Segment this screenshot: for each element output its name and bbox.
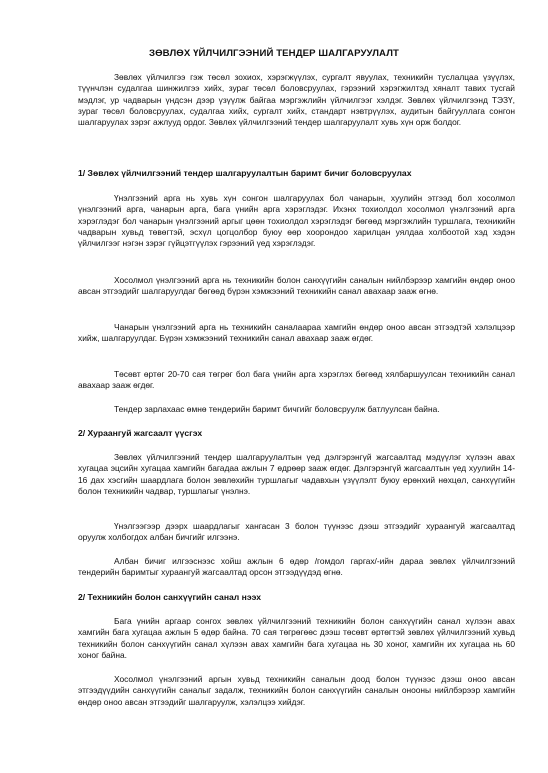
section-1-paragraph-3: Чанарын үнэлгээний арга нь техникийн саналаараа хамгийн өндөр оноо авсан этгээдтэй хэлэлцээр хийж, шалгаруулдаг. Бүрэн хэмжээний техникийн санал авахаар зааж өгдөг. [78, 322, 515, 344]
section-3-paragraph-1: Бага үнийн аргаар сонгох зөвлөх үйлчилгээний техникийн болон санхүүгийн санал хүлээн авах хамгийн бага хугацаа ажлын 5 өдөр байна. 70 сая төгрөгөөс дээш төсөвт өртөгтэй зөвлөх үйлчилгээний хувьд техникийн болон санхүүгийн санал хүлээн авах хамгийн бага хугацаа нь 30 хоног, хамгийн их хугацаа нь 60 хоног байна. [78, 616, 515, 660]
intro-paragraph: Зөвлөх үйлчилгээ гэж төсөл зохиох, хэрэгжүүлэх, сургалт явуулах, техникийн туслалцаа үзүүлэх, түүнчлэн судалгаа шинжилгээ хийх, зураг төсөл боловсруулах, гэрээний хэрэгжилтэд хяналт тавих тусгай мэдлэг, ур чадварын үндсэн дээр үзүүлж байгаа мэргэжлийн үйлчилгээг хэлдэг. Зөвлөх үйлчилгээнд ТЭЗҮ, зураг төсөл боловсруулах, судалгаа хийх, сургалт хийх, стандарт нэвтрүүлэх, аудитын байгууллага сонгон шалгаруулах зэрэг ажлууд ордог. Зөвлөх үйлчилгээний тендер шалгаруулалт хувь хүн орж болдог. [78, 72, 515, 128]
section-2-paragraph-2: Үнэлгээгээр дээрх шаардлагыг хангасан 3 болон түүнээс дээш этгээдийг хураангуй жагсаалтад оруулж холбогдох албан бичгийг илгээнэ. [78, 521, 515, 543]
section-2-heading: 2/ Хураангуй жагсаалт үүсгэх [78, 428, 203, 438]
section-2-paragraph-3: Албан бичиг илгээснээс хойш ажлын 6 өдөр /гомдол гаргах/-ийн дараа зөвлөх үйлчилгээний тендерийн баримтыг хураангуй жагсаалтад орсон этгээдүүдэд өгнө. [78, 556, 515, 578]
document-title: ЗӨВЛӨХ ҮЙЛЧИЛГЭЭНИЙ ТЕНДЕР ШАЛГАРУУЛАЛТ [148, 48, 399, 59]
section-1-paragraph-1: Үнэлгээний арга нь хувь хүн сонгон шалгаруулах бол чанарын, хуулийн этгээд бол хосолмол үнэлгээний арга, чанарын арга, бага үнийн арга хэрэглэдэг. Ихэнх тохиолдол хосолмол үнэлгээний арга хэрэглэдэг бол чанарын үнэлгээний аргыг цөөн тохиолдол хэрэглэдэг бөгөөд мэргэжлийн туршлага, техникийн чадварын хувьд төвөгтэй, эсхүл цогцолбор буюу өөр хоорондоо харилцан уялдаа холбоотой хэд хэдэн үйлчилгээг нэгэн зэрэг гүйцэтгүүлэх гэрээний үед хэрэглэдэг. [78, 193, 515, 249]
section-3-heading: 2/ Техникийн болон санхүүгийн санал нээх [78, 592, 262, 602]
section-1-paragraph-5: Тендер зарлахаас өмнө тендерийн баримт бичгийг боловсруулж батлуулсан байна. [114, 404, 440, 414]
section-1-paragraph-2: Хосолмол үнэлгээний арга нь техникийн болон санхүүгийн саналын нийлбэрээр хамгийн өндөр оноо авсан этгээдийг шалгаруулдаг бөгөөд бүрэн хэмжээний техникийн санал авахаар зааж өгнө. [78, 275, 515, 297]
section-1-paragraph-4: Төсөвт өртөг 20-70 сая төгрөг бол бага үнийн арга хэрэглэх бөгөөд хялбаршуулсан техникийн санал авахаар зааж өгдөг. [78, 369, 515, 391]
section-3-paragraph-2: Хосолмол үнэлгээний аргын хувьд техникийн саналын доод болон түүнээс дээш оноо авсан этгээдүүдийн санхүүгийн саналыг задалж, техникийн болон санхүүгийн саналын онооны нийлбэрээр хамгийн өндөр оноо авсан этгээдийг шалгаруулж, хэлэлцээ хийдэг. [78, 674, 515, 707]
section-2-paragraph-1: Зөвлөх үйлчилгээний тендер шалгаруулалтын үед дэлгэрэнгүй жагсаалтад мэдүүлэг хүлээн авах хугацаа эцсийн хугацаа хамгийн багадаа ажлын 7 өдрөөр зааж өгдөг. Дэлгэрэнгүй жагсаалтын үед хуулийн 14-16 дах хэсгийн шаардлага болон зөвлөхийн туршлагыг чадавхын үзүүлэлт буюу ерөнхий нөхцөл, санхүүгийн болон техникийн чадвар, туршлагыг үнэлнэ. [78, 452, 515, 496]
section-1-heading: 1/ Зөвлөх үйлчилгээний тендер шалгаруулалтын баримт бичиг боловсруулах [78, 168, 412, 178]
